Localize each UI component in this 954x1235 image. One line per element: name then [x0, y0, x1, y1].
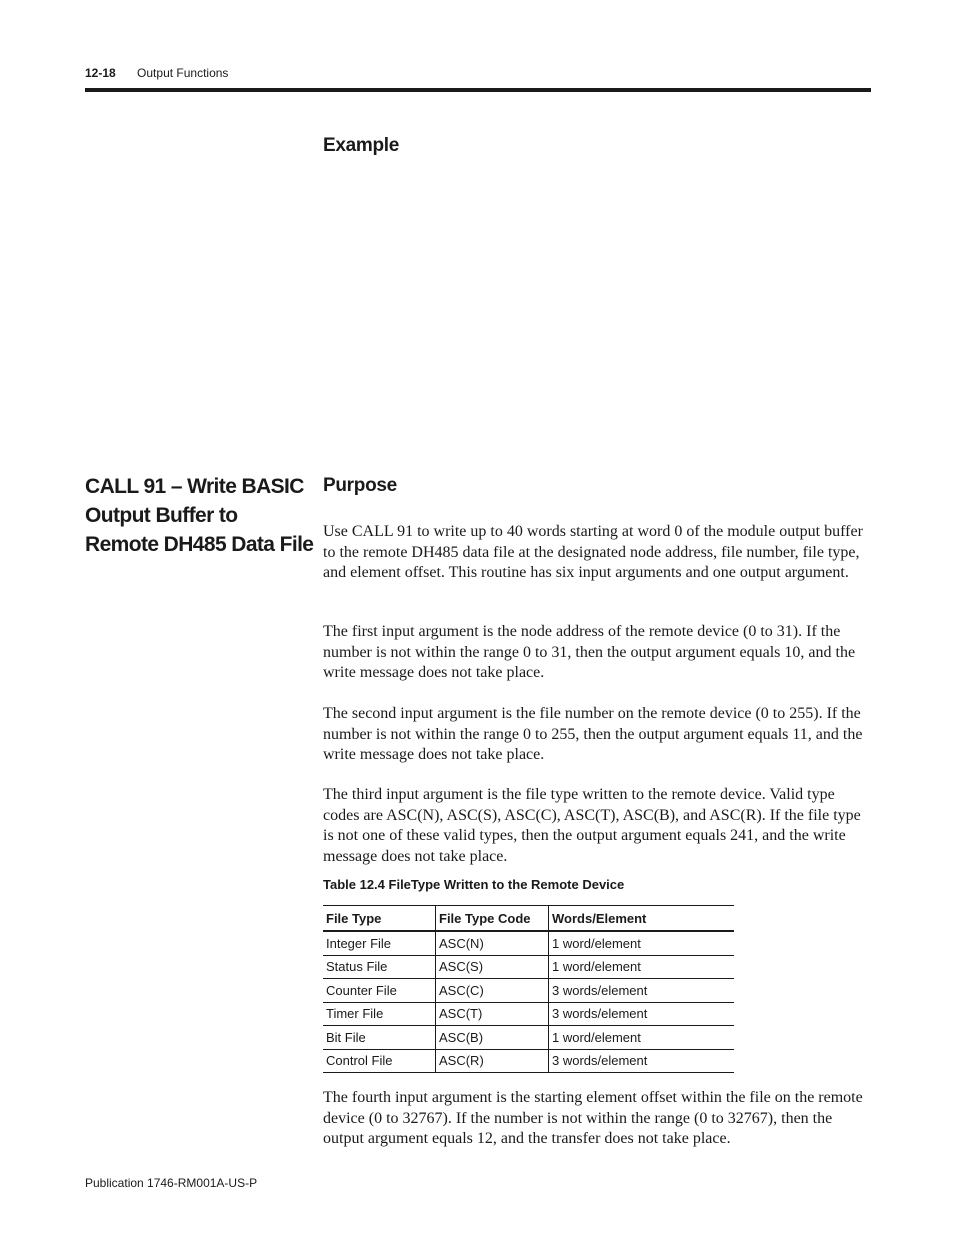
column-header-file-type: File Type: [323, 906, 436, 932]
paragraph-text: The second input argument is the file number on the remote device (0 to 255). If the number is not within the range 0 to 255, then the output argument equals 11, and the write message does not take place.: [323, 705, 863, 763]
header-rule: [85, 88, 871, 92]
section-title: CALL 91 – Write BASIC Output Buffer to Remote DH485 Data File: [85, 475, 314, 556]
table-caption: Table 12.4 FileType Written to the Remote Device: [323, 877, 625, 892]
table-cell: 1 word/element: [549, 1026, 735, 1050]
page-header: [85, 66, 228, 80]
paragraph-2: [323, 622, 871, 684]
paragraph-3: [323, 704, 871, 766]
table-cell: Status File: [323, 955, 436, 979]
table-cell: Timer File: [323, 1002, 436, 1026]
paragraph-4: [323, 785, 871, 867]
table-row: [323, 1049, 734, 1073]
table-row: [323, 931, 734, 955]
table-cell: Control File: [323, 1049, 436, 1073]
table-cell: 1 word/element: [549, 955, 735, 979]
example-heading: Example: [323, 135, 400, 156]
table-cell: ASC(B): [436, 1026, 549, 1050]
table-cell: ASC(T): [436, 1002, 549, 1026]
table-cell: 1 word/element: [549, 931, 735, 955]
table-cell: 3 words/element: [549, 979, 735, 1003]
table-row: [323, 1026, 734, 1050]
table-cell: Integer File: [323, 931, 436, 955]
table-row: [323, 955, 734, 979]
table-cell: 3 words/element: [549, 1002, 735, 1026]
column-header-words-element: Words/Element: [549, 906, 735, 932]
table-cell: ASC(S): [436, 955, 549, 979]
closing-paragraph: [323, 1088, 871, 1150]
paragraph-text: The first input argument is the node address of the remote device (0 to 31). If the number is not within the range 0 to 31, then the output argument equals 10, and the write message does not take place.: [323, 623, 856, 681]
table-cell: ASC(R): [436, 1049, 549, 1073]
paragraph-text: The third input argument is the file type written to the remote device. Valid type codes are ASC(N), ASC(S), ASC(C), ASC(T), ASC(B), and ASC(R). If the file type is not one of these valid types, then the output argument equals 241, and the write message does not take place.: [323, 786, 861, 865]
file-type-table: [323, 905, 734, 1073]
paragraph-1: [323, 522, 871, 584]
page-number: 12-18: [85, 66, 116, 80]
table-cell: ASC(N): [436, 931, 549, 955]
paragraph-text: The fourth input argument is the starting element offset within the file on the remote device (0 to 32767). If the number is not within the range (0 to 32767), then the output argument equals 12, and the transfer does not take place.: [323, 1089, 863, 1147]
purpose-heading: Purpose: [323, 475, 397, 496]
table-cell: Bit File: [323, 1026, 436, 1050]
table-row: [323, 979, 734, 1003]
publication-footer: Publication 1746-RM001A-US-P: [85, 1176, 258, 1190]
table-row: [323, 1002, 734, 1026]
running-section-title: Output Functions: [137, 66, 229, 80]
table-cell: ASC(C): [436, 979, 549, 1003]
table-cell: 3 words/element: [549, 1049, 735, 1073]
paragraph-text: Use CALL 91 to write up to 40 words starting at word 0 of the module output buffer to the remote DH485 data file at the designated node address, file number, file type, and element offset. This routine has six input arguments and one output argument.: [323, 523, 863, 581]
table-cell: Counter File: [323, 979, 436, 1003]
table-header-row: [323, 906, 734, 932]
column-header-file-type-code: File Type Code: [436, 906, 549, 932]
